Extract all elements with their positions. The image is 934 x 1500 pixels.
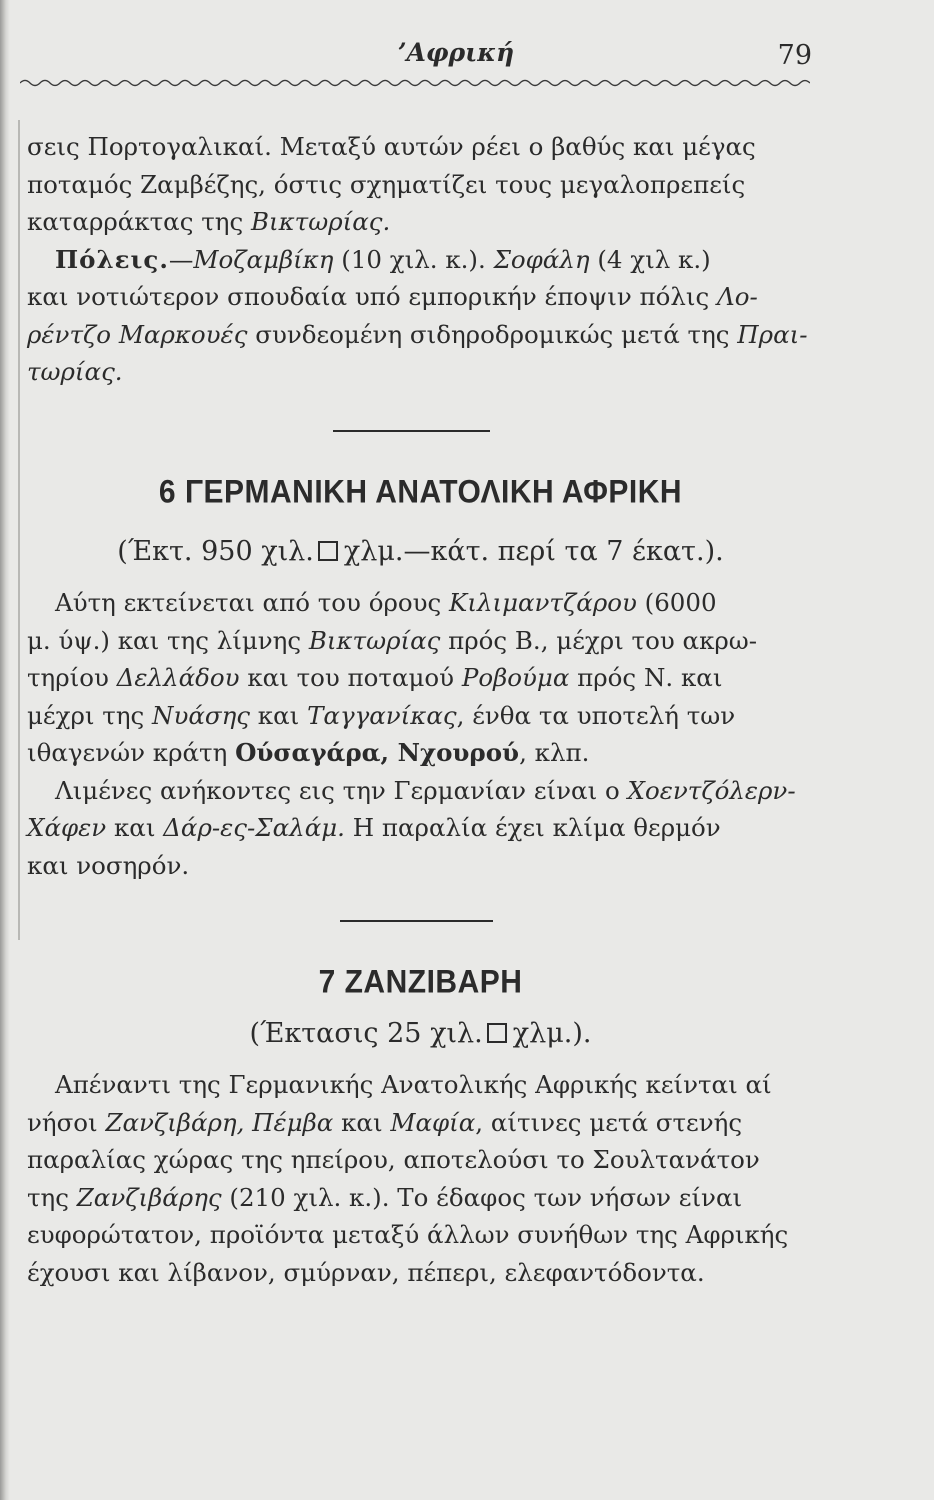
text-line: τωρίας. [27, 357, 123, 386]
text-line: ποταμός Ζαμβέζης, όστις σχηματίζει τους μεγαλοπρεπείς [27, 169, 746, 199]
text-line: ευφορώτατον, προϊόντα μεταξύ άλλων συνήθων της Αφρικής [27, 1220, 789, 1249]
page-edge-shadow [0, 0, 10, 1500]
page-number: 79 [777, 40, 812, 71]
text-line: σεις Πορτογαλικαί. Μεταξύ αυτών ρέει ο βαθύς και μέγας [27, 132, 756, 161]
section-7-paragraph [27, 1066, 814, 1291]
text-line: νήσοι Ζανζιβάρη, Πέμβα και Μαφία, αίτινες μετά στενής [27, 1107, 743, 1137]
text-line: μέχρι της Νυάσης και Ταγγανίκας, ένθα τα υποτελή των [27, 700, 736, 730]
text-line: παραλίας χώρας της ηπείρου, αποτελούσι το Σουλτανάτον [27, 1145, 760, 1174]
section-6-subheading: (Έκτ. 950 χιλ. χλμ.—κάτ. περί τα 7 έκατ.). [117, 536, 724, 567]
text-line: ρέντζο Μαρκουές συνδεομένη σιδηροδρομικώς μετά της Πραι- [27, 319, 808, 349]
text-line: έχουσι και λίβανον, σμύρναν, πέπερι, ελεφαντόδοντα. [27, 1257, 705, 1287]
section-7-heading: 7 ΖΑΝΖΙΒΑΡΗ [318, 964, 523, 1001]
text-line: Απέναντι της Γερμανικής Ανατολικής Αφρικής κείνται αί [55, 1070, 772, 1099]
text-line: Αύτη εκτείνεται από του όρους Κιλιμαντζάρου (6000 [55, 588, 717, 617]
text-line: ιθαγενών κράτη Ούσαγάρα, Νχουρού, κλπ. [27, 738, 590, 767]
text-line: και νοσηρόν. [27, 850, 190, 880]
header-wavy-rule [20, 78, 810, 88]
binding-line [18, 120, 20, 940]
cities-line: Πόλεις.—Μοζαμβίκη (10 χιλ. κ.). Σοφάλη (4 χιλ κ.) [55, 244, 711, 274]
square-symbol-icon [318, 541, 338, 561]
section-divider [333, 430, 490, 432]
section-divider [340, 920, 493, 922]
text-line: Χάφεν και Δάρ-ες-Σαλάμ. Η παραλία έχει κλίμα θερμόν [27, 813, 721, 842]
cities-label: Πόλεις. [55, 244, 169, 274]
wavy-line [20, 81, 810, 86]
section-6-heading: 6 ΓΕΡΜΑΝΙΚΗ ΑΝΑΤΟΛΙΚΗ ΑΦΡΙΚΗ [158, 474, 683, 511]
running-header-title: ’Αφρική [397, 38, 515, 67]
text-line: μ. ύψ.) και της λίμνης Βικτωρίας πρός Β., μέχρι του ακρω- [27, 625, 758, 655]
intro-paragraph [27, 128, 814, 391]
section-7-subheading: (Έκτασις 25 χιλ. χλμ.). [249, 1018, 592, 1049]
section-6-paragraph [27, 584, 814, 884]
text-line: και νοτιώτερον σπουδαία υπό εμπορικήν έποψιν πόλις Λο- [27, 282, 758, 311]
text-line: τηρίου Δελλάδου και του ποταμού Ροβούμα πρός Ν. και [27, 663, 723, 692]
square-symbol-icon [487, 1023, 507, 1043]
text-line: καταρράκτας της Βικτωρίας. [27, 207, 391, 236]
text-line: της Ζανζιβάρης (210 χιλ. κ.). Το έδαφος των νήσων είναι [27, 1182, 743, 1212]
text-line: Λιμένες ανήκοντες εις την Γερμανίαν είναι ο Χοεντζόλερν- [55, 775, 796, 805]
